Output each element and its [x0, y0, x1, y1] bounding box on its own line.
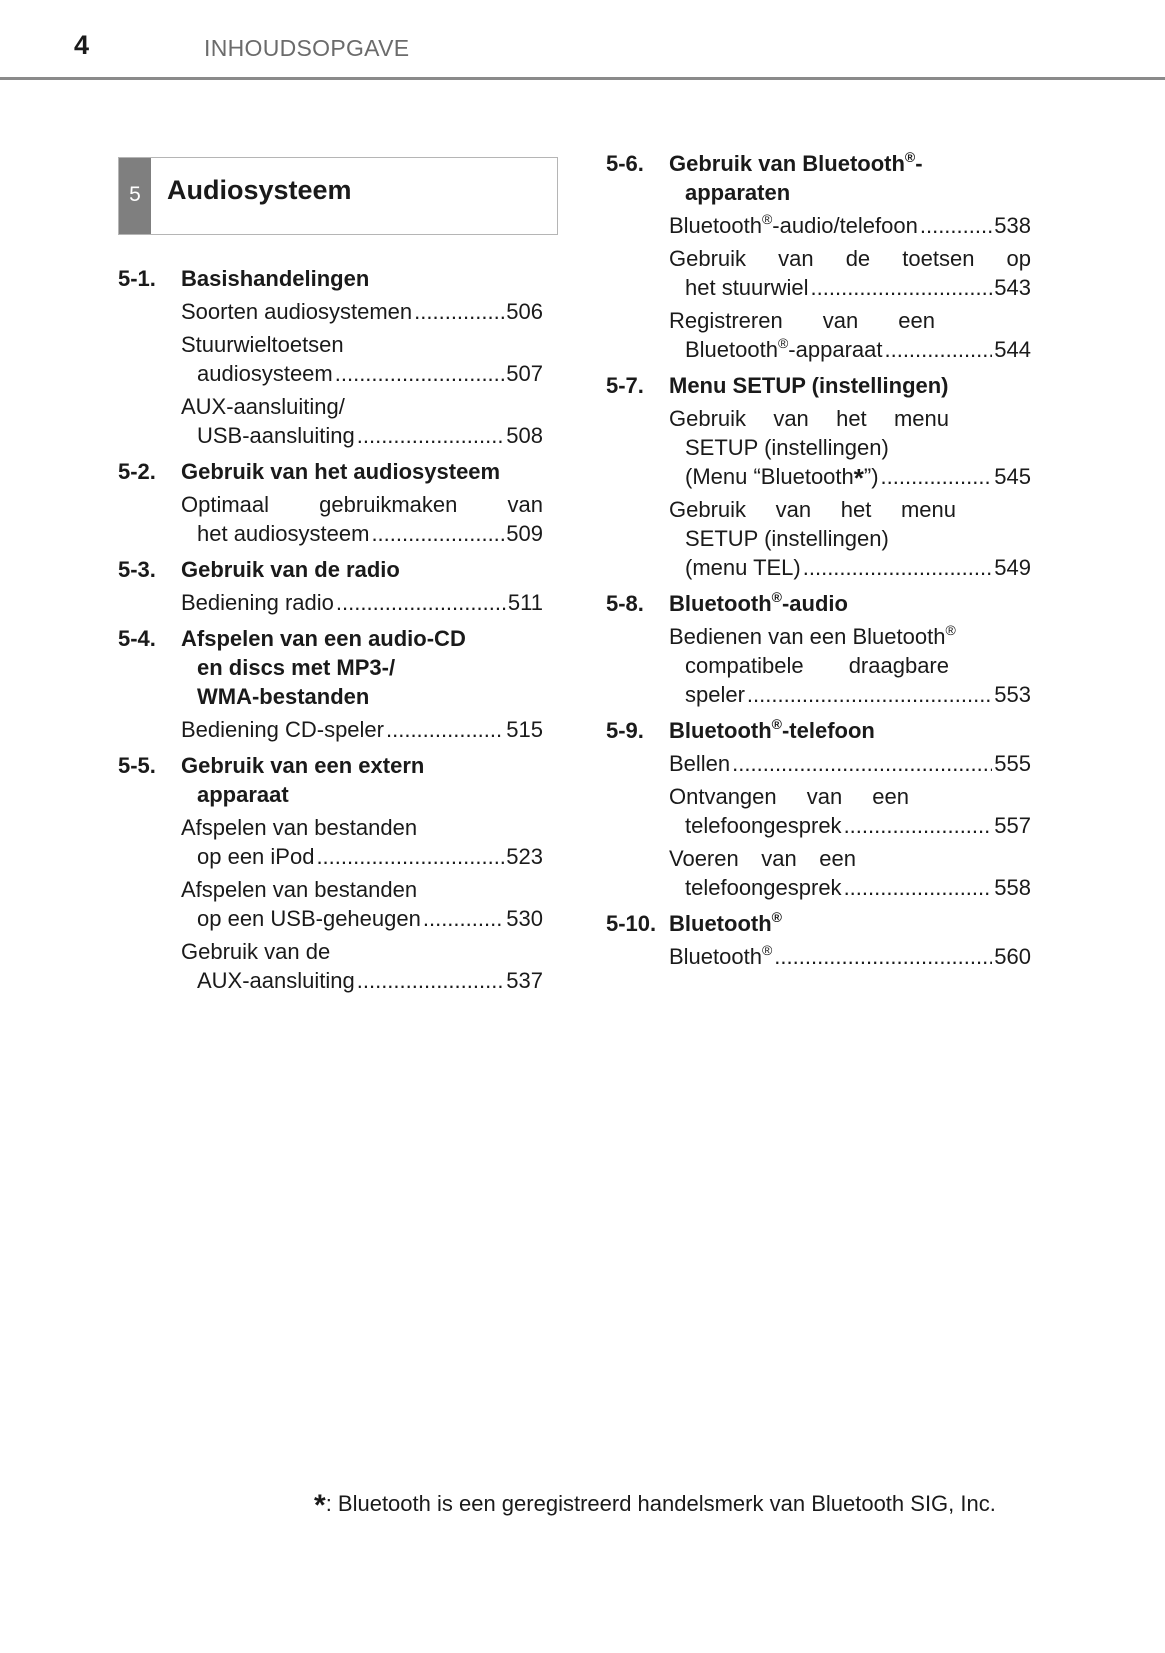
toc-entry[interactable] [669, 622, 1031, 709]
entry-text: op een USB-geheugen [197, 906, 421, 931]
section-title: Bluetooth [669, 911, 772, 936]
toc-right-column [606, 149, 1031, 971]
toc-section-5-2 [118, 457, 543, 548]
toc-left-column [118, 264, 543, 995]
toc-entry[interactable] [669, 844, 1031, 902]
entry-text: Soorten audiosystemen [181, 299, 413, 324]
entry-page: 523 [506, 844, 543, 869]
section-title: en discs met MP3-/ [197, 655, 396, 680]
section-number: 5-6. [606, 151, 644, 176]
entry-page: 555 [994, 751, 1031, 776]
entry-text: Ontvangen van een [669, 784, 909, 809]
section-number: 5-4. [118, 626, 156, 651]
toc-section-5-5 [118, 751, 543, 995]
entry-text: Bluetooth [669, 213, 762, 238]
entry-text: Bediening radio [181, 590, 334, 615]
entry-text: SETUP (instellingen) [685, 435, 889, 460]
entry-page: 515 [506, 717, 543, 742]
registered-mark: ® [777, 334, 789, 351]
toc-section-5-8 [606, 589, 1031, 709]
entry-text: Bedienen van een Bluetooth [669, 624, 946, 649]
footnote-asterisk: * [314, 1489, 326, 1522]
registered-mark: ® [771, 908, 782, 925]
toc-entry[interactable] [181, 715, 543, 744]
entry-text: Registreren van een [669, 308, 935, 333]
entry-text: Gebruik van het menu [669, 497, 956, 522]
toc-entry[interactable] [181, 813, 543, 871]
entry-page: 509 [506, 521, 543, 546]
entry-text: Bellen [669, 751, 731, 776]
entry-text: Gebruik van het menu [669, 406, 949, 431]
toc-section-5-4 [118, 624, 543, 744]
entry-page: 507 [506, 361, 543, 386]
entry-text: Stuurwieltoetsen [181, 332, 344, 357]
entry-text: audiosysteem [197, 361, 333, 386]
entry-page: 557 [994, 813, 1031, 838]
section-title: apparaten [685, 180, 791, 205]
section-number: 5-8. [606, 591, 644, 616]
header-title: INHOUDSOPGAVE [204, 35, 410, 61]
entry-page: 553 [994, 682, 1031, 707]
entry-text: compatibele draagbare [685, 653, 949, 678]
registered-mark: ® [771, 715, 782, 732]
toc-entry[interactable] [669, 404, 1031, 491]
entry-text: Bluetooth [669, 944, 762, 969]
registered-mark: ® [904, 148, 916, 165]
section-number: 5-9. [606, 718, 644, 743]
registered-mark: ® [771, 588, 782, 605]
entry-text: AUX-aansluiting/ [181, 394, 345, 419]
entry-page: 543 [994, 275, 1031, 300]
section-title: Bluetooth [669, 591, 772, 616]
entry-page: 558 [994, 875, 1031, 900]
entry-text: ”) [863, 464, 879, 489]
entry-text: telefoongesprek [685, 875, 842, 900]
entry-text: Afspelen van bestanden [181, 877, 418, 902]
registered-mark: ® [761, 941, 773, 958]
entry-page: 537 [506, 968, 543, 993]
toc-entry[interactable] [669, 244, 1031, 302]
entry-text: Afspelen van bestanden [181, 815, 418, 840]
section-title: Bluetooth [669, 718, 772, 743]
entry-page: 545 [994, 464, 1031, 489]
entry-text: speler [685, 682, 745, 707]
footnote-text: : Bluetooth is een geregistreerd handelsmerk van Bluetooth SIG, Inc. [325, 1491, 996, 1516]
entry-page: 506 [506, 299, 543, 324]
entry-text: het stuurwiel [685, 275, 809, 300]
entry-text: USB-aansluiting [197, 423, 355, 448]
asterisk-mark: * [853, 463, 864, 493]
entry-page: 530 [506, 906, 543, 931]
entry-page: 549 [994, 555, 1031, 580]
section-title: Gebruik van Bluetooth [669, 151, 905, 176]
section-title: Gebruik van een extern [181, 753, 425, 778]
toc-entry[interactable] [181, 392, 543, 450]
section-number: 5-10. [606, 911, 657, 936]
section-title: Basishandelingen [181, 266, 370, 291]
toc-entry[interactable] [181, 588, 543, 617]
section-title: -telefoon [781, 718, 875, 743]
toc-entry[interactable] [669, 211, 1031, 240]
toc-entry[interactable] [181, 937, 543, 995]
chapter-number-tab: 5 [119, 158, 151, 234]
toc-entry[interactable] [669, 749, 1031, 778]
toc-section-5-6 [606, 149, 1031, 364]
section-title: Gebruik van de radio [181, 557, 400, 582]
section-title: apparaat [197, 782, 289, 807]
toc-entry[interactable] [181, 330, 543, 388]
section-title: Menu SETUP (instellingen) [669, 373, 949, 398]
entry-page: 544 [994, 337, 1031, 362]
entry-text: (menu TEL) [685, 555, 801, 580]
section-number: 5-5. [118, 753, 156, 778]
section-title: Afspelen van een audio-CD [181, 626, 466, 651]
entry-text: op een iPod [197, 844, 315, 869]
toc-entry[interactable] [181, 490, 543, 548]
entry-text: -apparaat [788, 337, 883, 362]
toc-entry[interactable] [669, 942, 1031, 971]
entry-text: het audiosysteem [197, 521, 370, 546]
toc-section-5-10 [606, 909, 1031, 971]
entry-text: telefoongesprek [685, 813, 842, 838]
page-header [0, 0, 1165, 82]
entry-text: Optimaal gebruikmaken van [181, 492, 543, 517]
toc-section-5-1 [118, 264, 543, 450]
toc-entry[interactable] [181, 297, 543, 326]
toc-section-5-3 [118, 555, 543, 617]
chapter-box [118, 157, 558, 235]
entry-page: 508 [506, 423, 543, 448]
entry-text: Bluetooth [685, 337, 778, 362]
section-number: 5-1. [118, 266, 156, 291]
toc-entry[interactable] [669, 495, 1031, 582]
entry-text: -audio/telefoon [772, 213, 918, 238]
toc-entry[interactable] [181, 875, 543, 933]
entry-text: (Menu “Bluetooth [685, 464, 854, 489]
toc-entry[interactable] [669, 306, 1031, 364]
entry-text: Voeren van een [669, 846, 856, 871]
entry-page: 560 [994, 944, 1031, 969]
section-number: 5-7. [606, 373, 644, 398]
registered-mark: ® [945, 621, 956, 638]
toc-section-5-7 [606, 371, 1031, 582]
chapter-title: Audiosysteem [167, 175, 352, 205]
section-title: -audio [781, 591, 848, 616]
section-number: 5-2. [118, 459, 156, 484]
header-rule [0, 77, 1165, 80]
toc-section-5-9 [606, 716, 1031, 902]
entry-text: Gebruik van de [181, 939, 331, 964]
page-number: 4 [74, 30, 90, 60]
section-number: 5-3. [118, 557, 156, 582]
section-title: WMA-bestanden [197, 684, 370, 709]
entry-page: 538 [994, 213, 1031, 238]
toc-entry[interactable] [669, 782, 1031, 840]
section-title: - [915, 151, 923, 176]
footnote [314, 1485, 996, 1522]
entry-text: SETUP (instellingen) [685, 526, 889, 551]
registered-mark: ® [761, 210, 773, 227]
section-title: Gebruik van het audiosysteem [181, 459, 501, 484]
entry-page: 511 [507, 590, 543, 615]
entry-text: Bediening CD-speler [181, 717, 384, 742]
entry-text: Gebruik van de toetsen op [669, 246, 1031, 271]
entry-text: AUX-aansluiting [197, 968, 355, 993]
